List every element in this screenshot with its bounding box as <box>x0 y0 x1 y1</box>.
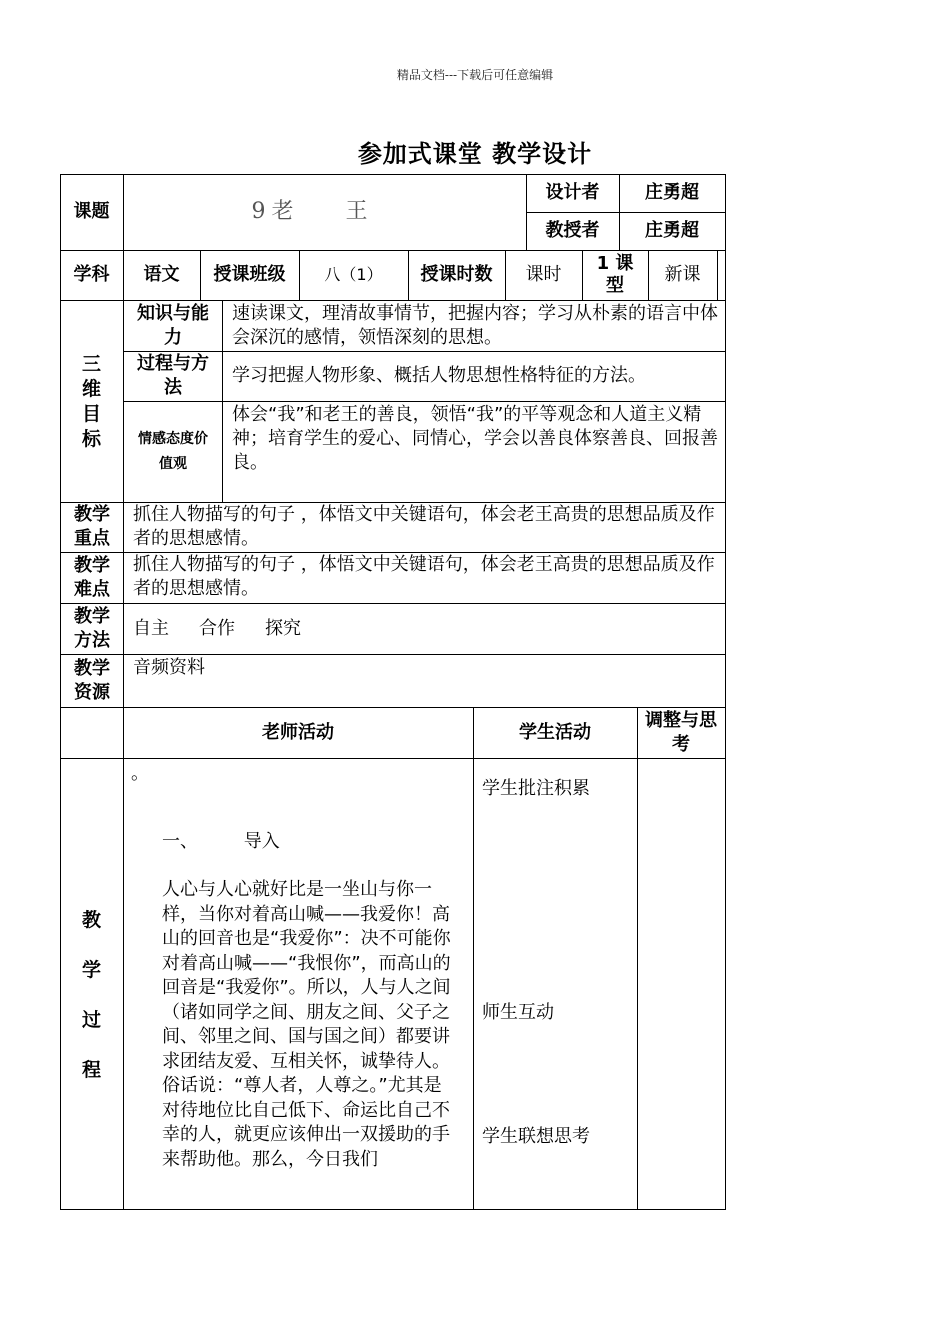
process-method-text: 学习把握人物形象、概括人物思想性格特征的方法。 <box>232 365 646 386</box>
knowledge-label: 知识与能力 <box>137 302 209 348</box>
resources-text: 音频资料 <box>133 657 205 678</box>
process-method-label: 过程与方法 <box>137 353 209 398</box>
lesson-number: 9 <box>251 199 268 224</box>
method-item-1: 自主 <box>133 617 169 639</box>
class-label: 授课班级 <box>213 264 286 285</box>
goals-label-char-2: 维 <box>81 378 101 400</box>
subject-value: 语文 <box>143 264 180 285</box>
focus-label: 教学重点 <box>74 504 110 549</box>
hours-label: 授课时数 <box>420 264 493 285</box>
designer-name: 庄勇超 <box>645 182 699 203</box>
process-dot: 。 <box>131 763 149 784</box>
focus-text: 抓住人物描写的句子 ，体悟文中关键语句，体会老王高贵的思想品质及作者的思想感情。 <box>133 504 715 549</box>
process-label-char-4: 程 <box>81 1059 101 1081</box>
lesson-title-char-1: 老 <box>271 199 296 224</box>
student-activity-thinking: 学生联想思考 <box>482 1126 590 1147</box>
lesson-title <box>123 174 498 250</box>
section-number: 一、 <box>162 831 198 852</box>
topic-label: 课题 <box>73 201 110 222</box>
type-value: 新课 <box>664 264 701 285</box>
process-label-char-1: 教 <box>81 909 101 931</box>
designer-label: 设计者 <box>545 182 600 203</box>
knowledge-text: 速读课文，理清故事情节，把握内容；学习从朴素的语言中体会深沉的感情，领悟深刻的思想。 <box>232 303 718 348</box>
method-items <box>123 603 725 654</box>
emotion-values-label: 情感态度价值观 <box>138 430 208 472</box>
student-activity-header: 学生活动 <box>519 721 591 743</box>
three-dimensional-goals-label <box>60 352 123 452</box>
intro-paragraph: 人心与人心就好比是一坐山与你一样，当你对着高山喊——我爱你！高山的回音也是“我爱你”：决不可能你对着高山喊——“我恨你”，而高山的回音是“我爱你”。所以，人与人之间（诸如同学之间、朋友之间、父子之间、邻里之间、国与国之间）都要讲求团结友爱、互相关怀，诚挚待人。俗话说：“尊人者，人尊之。”尤其是对待地位比自己低下、命运比自己不幸的人，就更应该伸出一双援助的手来帮助他。那么，今日我们 <box>162 879 451 1170</box>
method-item-2: 合作 <box>199 617 235 639</box>
goals-label-char-3: 目 <box>81 403 101 425</box>
teacher-label: 教授者 <box>545 220 600 241</box>
student-activity-interaction: 师生互动 <box>482 1002 554 1023</box>
emotion-text-line-1: 体会“我”和老王的善良，领悟“我”的平等观念和人道主义精 <box>232 404 702 425</box>
reflection-header: 调整与思考 <box>645 709 717 755</box>
goals-label-char-1: 三 <box>81 353 101 375</box>
method-item-3: 探究 <box>265 617 301 639</box>
teacher-activity-header: 老师活动 <box>262 721 334 743</box>
hours-value: 课时 <box>525 264 562 285</box>
teacher-name: 庄勇超 <box>645 220 699 241</box>
section-heading <box>162 830 280 855</box>
emotion-text-line-2: 神；培育学生的爱心、同情心，学会以善良体察善良、回报善良。 <box>232 428 718 473</box>
difficulty-text: 抓住人物描写的句子 ，体悟文中关键语句，体会老王高贵的思想品质及作者的思想感情。 <box>133 554 715 599</box>
type-label: 1 课型 <box>596 253 634 296</box>
teaching-process-label <box>60 895 123 1095</box>
lesson-title-char-2: 王 <box>345 199 370 224</box>
section-title: 导入 <box>243 831 280 852</box>
process-label-char-2: 学 <box>81 959 101 981</box>
student-activity-annotate: 学生批注积累 <box>482 778 590 799</box>
resources-label: 教学资源 <box>74 657 110 703</box>
subject-label: 学科 <box>73 264 110 285</box>
class-value: 八（1） <box>324 265 383 284</box>
difficulty-label: 教学难点 <box>74 554 110 600</box>
process-label-char-3: 过 <box>81 1009 101 1031</box>
watermark-header: 精品文档---下载后可任意编辑 <box>396 68 554 82</box>
emotion-values-text <box>222 403 725 502</box>
goals-label-char-4: 标 <box>81 428 101 450</box>
method-label: 教学方法 <box>74 605 110 651</box>
document-title: 参加式课堂 教学设计 <box>357 140 593 168</box>
